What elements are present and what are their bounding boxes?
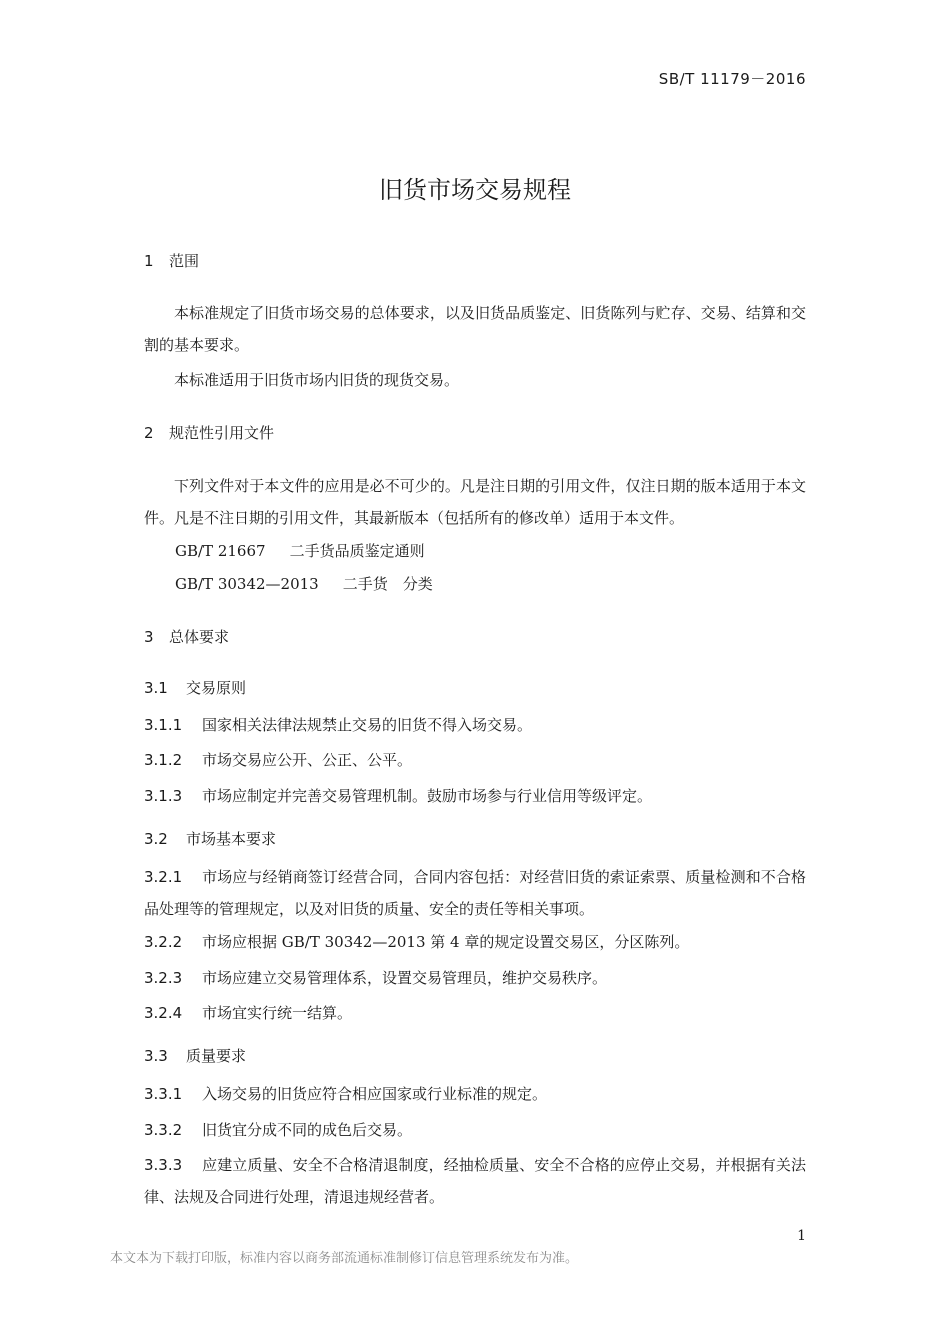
clause-number: 3.2.4 [144, 1004, 183, 1022]
clause-item [144, 861, 806, 925]
clause-item [144, 997, 806, 1029]
subsection-3-2-heading [144, 828, 276, 849]
clause-item [144, 926, 806, 958]
clause-text: 市场交易应公开、公正、公平。 [202, 751, 413, 769]
reference-code: GB/T 21667 [175, 542, 266, 560]
document-title: 旧货市场交易规程 [379, 176, 571, 204]
section-title: 范围 [169, 252, 200, 270]
clause-number: 3.2.1 [144, 868, 183, 886]
paragraph: 本标准规定了旧货市场交易的总体要求，以及旧货品质鉴定、旧货陈列与贮存、交易、结算和交割的基本要求。 [144, 304, 806, 354]
section-2-heading [144, 422, 274, 443]
clause-number: 3.2.3 [144, 969, 183, 987]
paragraph: 本标准适用于旧货市场内旧货的现货交易。 [174, 371, 460, 389]
section-3-heading [144, 626, 229, 647]
section-number: 3 [144, 628, 154, 646]
clause-text: 市场应根据 GB/T 30342—2013 第 4 章的规定设置交易区，分区陈列。 [202, 933, 690, 951]
section-number: 2 [144, 424, 154, 442]
clause-number: 3.1.2 [144, 751, 183, 769]
clause-text: 旧货宜分成不同的成色后交易。 [202, 1121, 413, 1139]
subsection-3-3-heading [144, 1045, 246, 1066]
section-title: 总体要求 [169, 628, 230, 646]
subsection-title: 市场基本要求 [186, 830, 277, 848]
page-number: 1 [797, 1228, 806, 1244]
clause-number: 3.3.3 [144, 1156, 183, 1174]
clause-number: 3.3.1 [144, 1085, 183, 1103]
clause-item [144, 1114, 806, 1146]
subsection-number: 3.2 [144, 830, 168, 848]
clause-text: 市场应建立交易管理体系，设置交易管理员，维护交易秩序。 [202, 969, 608, 987]
section-number: 1 [144, 252, 154, 270]
section-title: 规范性引用文件 [169, 424, 275, 442]
subsection-title: 交易原则 [186, 679, 247, 697]
section-1-heading [144, 250, 199, 271]
clause-number: 3.2.2 [144, 933, 183, 951]
clause-text: 市场应与经销商签订经营合同，合同内容包括：对经营旧货的索证索票、质量检测和不合格品处理等的管理规定，以及对旧货的质量、安全的责任等相关事项。 [144, 868, 806, 918]
clause-item [144, 744, 806, 776]
reference-title: 二手货 分类 [342, 575, 433, 593]
reference-title: 二手货品质鉴定通则 [289, 542, 425, 560]
clause-text: 应建立质量、安全不合格清退制度，经抽检质量、安全不合格的应停止交易，并根据有关法律、法规及合同进行处理，清退违规经营者。 [144, 1156, 806, 1206]
clause-text: 市场宜实行统一结算。 [202, 1004, 353, 1022]
clause-item [144, 962, 806, 994]
clause-item [144, 709, 806, 741]
subsection-title: 质量要求 [186, 1047, 247, 1065]
clause-text: 入场交易的旧货应符合相应国家或行业标准的规定。 [202, 1085, 548, 1103]
clause-number: 3.3.2 [144, 1121, 183, 1139]
footer-note: 本文本为下载打印版，标准内容以商务部流通标准制修订信息管理系统发布为准。 [110, 1251, 579, 1266]
clause-number: 3.1.3 [144, 787, 183, 805]
paragraph: 下列文件对于本文件的应用是必不可少的。凡是注日期的引用文件，仅注日期的版本适用于本文件。凡是不注日期的引用文件，其最新版本（包括所有的修改单）适用于本文件。 [144, 477, 806, 527]
normative-reference [175, 573, 433, 594]
subsection-number: 3.1 [144, 679, 168, 697]
clause-item [144, 1078, 806, 1110]
clause-text: 国家相关法律法规禁止交易的旧货不得入场交易。 [202, 716, 533, 734]
subsection-3-1-heading [144, 677, 246, 698]
clause-item [144, 780, 806, 812]
subsection-number: 3.3 [144, 1047, 168, 1065]
clause-number: 3.1.1 [144, 716, 183, 734]
clause-text: 市场应制定并完善交易管理机制。鼓励市场参与行业信用等级评定。 [202, 787, 653, 805]
normative-reference [175, 540, 425, 561]
clause-item [144, 1149, 806, 1213]
reference-code: GB/T 30342—2013 [175, 575, 319, 593]
standard-code: SB/T 11179－2016 [658, 70, 806, 88]
